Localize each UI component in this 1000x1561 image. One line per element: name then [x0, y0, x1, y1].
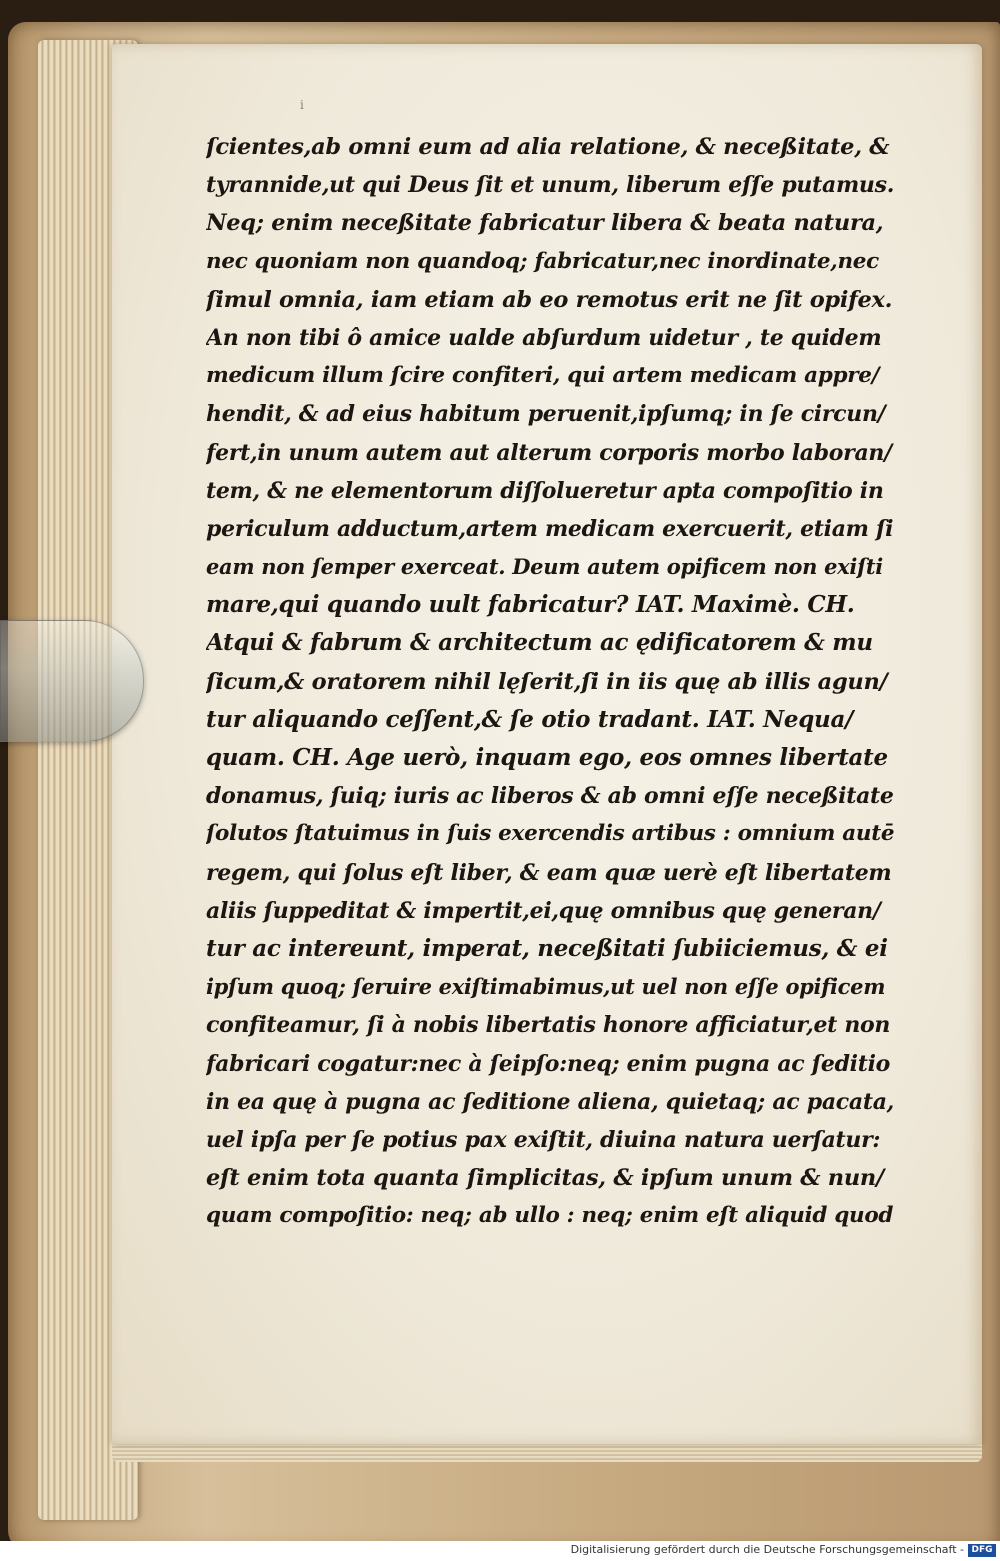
- text-line: tem, & ne elementorum diſſolueretur apta compoſitio in: [206, 477, 884, 504]
- text-line: confiteamur, ſi à nobis libertatis honore afficiatur,et non: [206, 1012, 891, 1039]
- text-line: ſolutos ſtatuimus in ſuis exercendis artibus : omnium autē: [206, 821, 894, 847]
- text-line: eſt enim tota quanta ſimplicitas, & ipſum unum & nun/: [206, 1165, 884, 1192]
- text-line: eam non ſemper exerceat. Deum autem opificem non exiſti: [206, 554, 883, 580]
- text-line: hendit, & ad eius habitum peruenit,ipſumq; in ſe circun/: [206, 401, 886, 428]
- page-mark: i: [300, 98, 304, 112]
- text-line: ſimul omnia, iam etiam ab eo remotus erit ne ſit opifex.: [206, 286, 893, 313]
- text-line: fabricari cogatur:nec à ſeipſo:neq; enim pugna ac ſeditio: [206, 1050, 891, 1077]
- text-line: An non tibi ô amice ualde abſurdum uidetur , te quidem: [206, 324, 882, 351]
- text-line: Atqui & fabrum & architectum ac ędificatorem & mu: [206, 629, 873, 657]
- text-line: medicum illum ſcire confiteri, qui artem medicam appre/: [206, 363, 880, 389]
- text-line: tyrannide,ut qui Deus ſit et unum, liberum eſſe putamus.: [206, 172, 894, 199]
- text-line: uel ipſa per ſe potius pax exiſtit, diuina natura uerſatur:: [206, 1126, 881, 1153]
- text-line: in ea quę à pugna ac ſeditione aliena, quietaq; ac pacata,: [206, 1088, 894, 1115]
- text-line: tur ac intereunt, imperat, neceßitati ſubiiciemus, & ei: [206, 934, 888, 962]
- dfg-logo: DFG: [968, 1544, 996, 1557]
- text-line: mare,qui quando uult fabricatur? IAT. Maximè. CH.: [206, 591, 855, 619]
- text-line: ſcientes,ab omni eum ad alia relatione, & neceßitate, &: [206, 134, 890, 160]
- page-clip: [0, 620, 144, 742]
- text-line: ipſum quoq; ſeruire exiſtimabimus,ut uel non eſſe opificem: [206, 974, 886, 1000]
- text-line: quam. CH. Age uerò, inquam ego, eos omnes libertate: [206, 744, 888, 771]
- text-line: nec quoniam non quandoq; fabricatur,nec inordinate,nec: [206, 248, 879, 274]
- text-line: donamus, ſuiq; iuris ac liberos & ab omni eſſe neceßitate: [206, 783, 894, 810]
- text-line: aliis ſuppeditat & impertit,ei,quę omnibus quę generan/: [206, 897, 881, 924]
- footer-bar: [0, 1541, 1000, 1561]
- footer-credit: Digitalisierung gefördert durch die Deutsche Forschungsgemeinschaft -: [570, 1543, 964, 1556]
- text-line: regem, qui ſolus eſt liber, & eam quæ uerè eſt libertatem: [206, 859, 892, 886]
- text-line: ſicum,& oratorem nihil lęſerit,ſi in iis quę ab illis agun/: [206, 668, 888, 695]
- text-block: [206, 128, 894, 1235]
- text-line: tur aliquando ceſſent,& ſe otio tradant. IAT. Nequa/: [206, 705, 854, 733]
- text-line: quam compoſitio: neq; ab ullo : neq; enim eſt aliquid quod: [206, 1203, 894, 1229]
- text-line: fert,in unum autem aut alterum corporis morbo laboran/: [206, 439, 892, 466]
- text-line: Neq; enim neceßitate fabricatur libera & beata natura,: [206, 210, 884, 237]
- text-line: periculum adductum,artem medicam exercuerit, etiam ſi: [206, 515, 894, 542]
